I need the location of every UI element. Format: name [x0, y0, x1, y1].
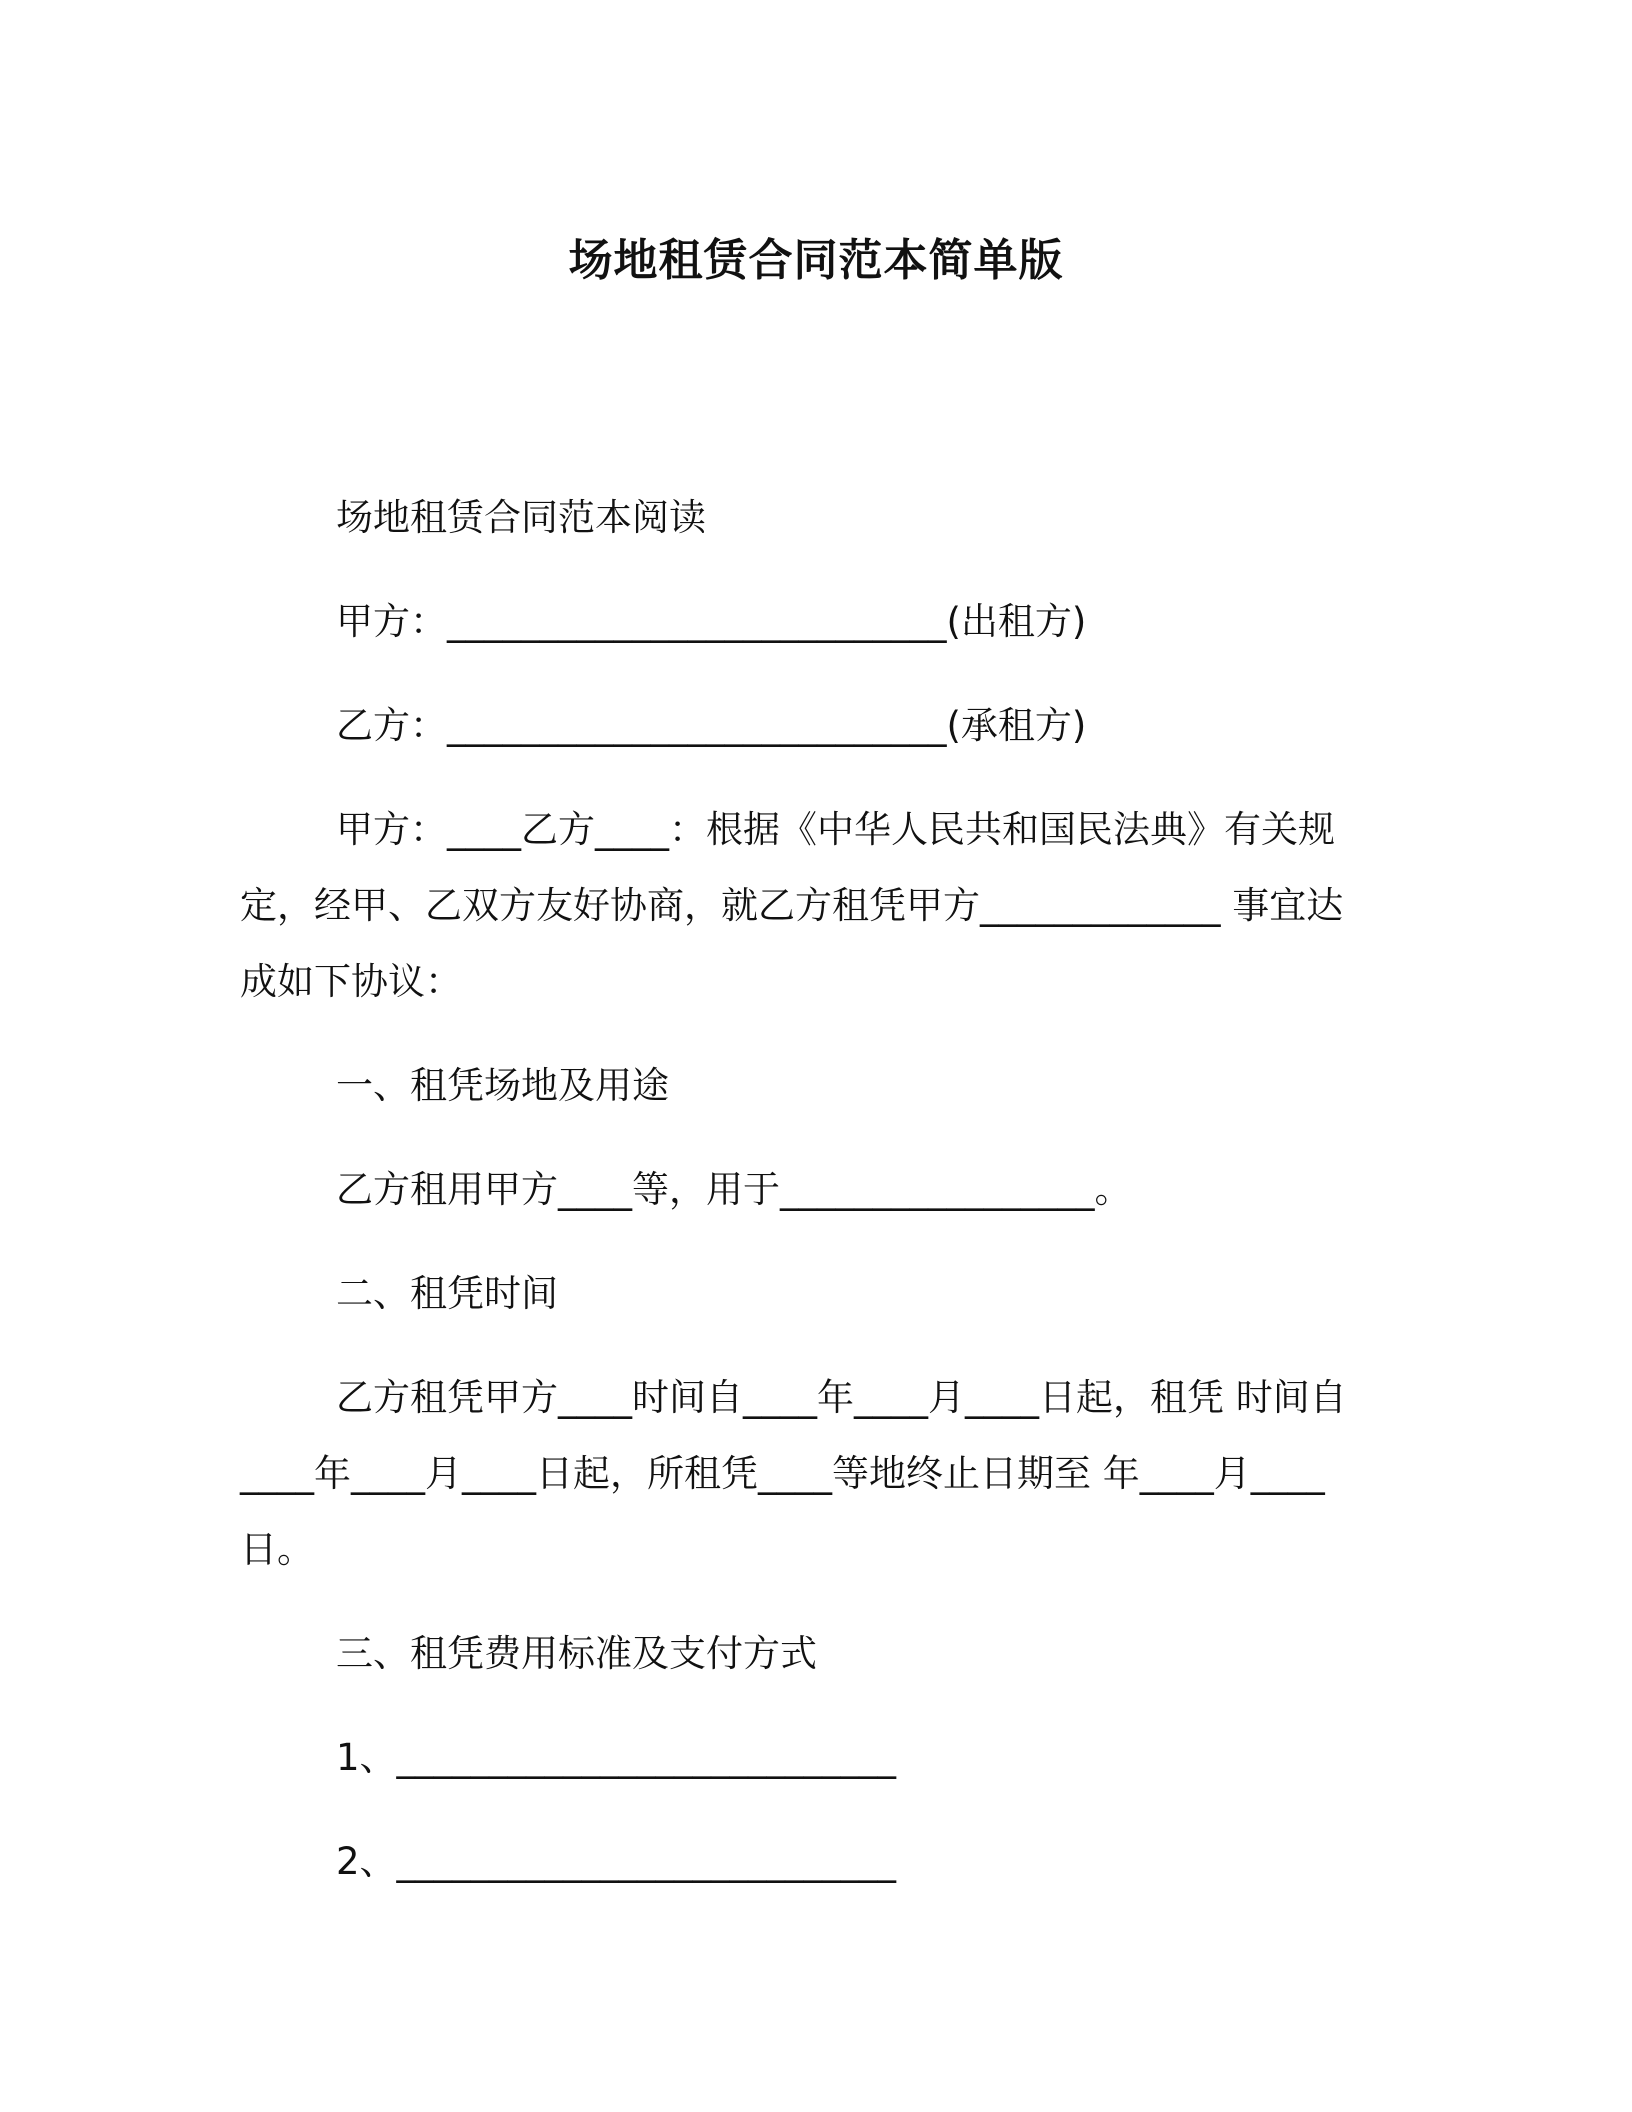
section-2-heading: 二、租凭时间 — [336, 1272, 558, 1315]
preamble-line-2: 定，经甲、乙双方友好协商，就乙方租凭甲方_____________ 事宜达 — [240, 884, 1344, 927]
section-2-body-line-3: 日。 — [240, 1528, 314, 1571]
section-2-body-line-1: 乙方租凭甲方____时间自____年____月____日起，租凭 时间自 — [336, 1376, 1347, 1419]
preamble-line-3: 成如下协议： — [240, 960, 462, 1003]
section-2-body-line-2: ____年____月____日起，所租凭____等地终止日期至 年____月____ — [240, 1452, 1325, 1495]
preamble-line-1: 甲方：____乙方____：根据《中华人民共和国民法典》有关规 — [336, 808, 1335, 851]
section-1-body: 乙方租用甲方____等，用于_________________。 — [336, 1168, 1132, 1211]
document-title: 场地租赁合同范本简单版 — [568, 235, 1064, 286]
section-3-heading: 三、租凭费用标准及支付方式 — [336, 1632, 817, 1675]
party-a-line: 甲方：___________________________(出租方) — [336, 600, 1087, 643]
section-3-item-1: 1、___________________________ — [336, 1736, 897, 1779]
section-1-heading: 一、租凭场地及用途 — [336, 1064, 669, 1107]
party-b-line: 乙方：___________________________(承租方) — [336, 704, 1087, 747]
document-subtitle: 场地租赁合同范本阅读 — [336, 496, 706, 539]
section-3-item-2: 2、___________________________ — [336, 1840, 897, 1883]
